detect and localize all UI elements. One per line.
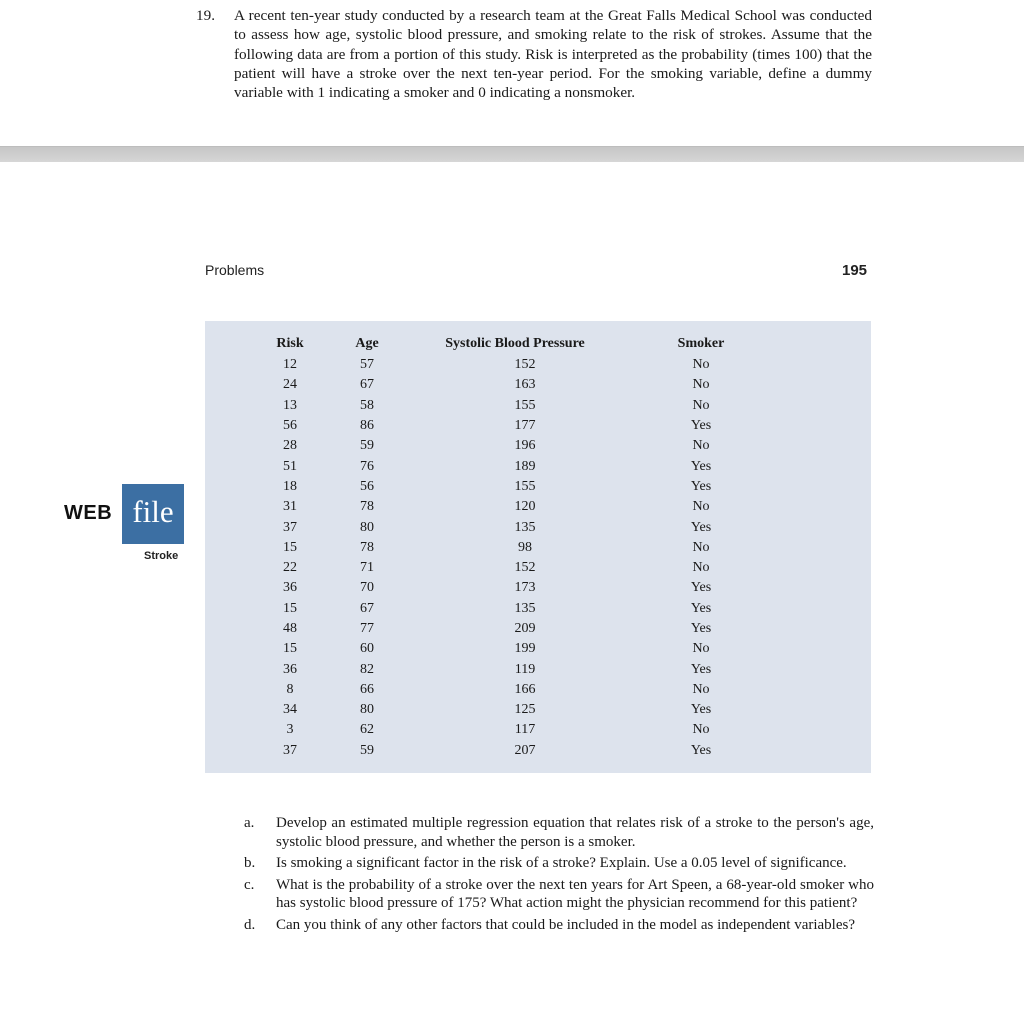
smoker-cell: Yes — [690, 418, 712, 434]
risk-cell: 3 — [286, 722, 294, 738]
risk-cell: 24 — [283, 377, 297, 393]
age-cell: 67 — [360, 600, 374, 616]
table-header-row — [251, 333, 777, 355]
age-cell: 78 — [360, 499, 374, 515]
table-row — [251, 497, 777, 517]
age-cell: 86 — [360, 418, 374, 434]
risk-cell: 15 — [283, 641, 297, 657]
blood-pressure-cell: 173 — [514, 580, 536, 596]
question-text: Is smoking a significant factor in the risk of a stroke? Explain. Use a 0.05 level of significance. — [276, 855, 847, 872]
blood-pressure-cell: 155 — [514, 478, 536, 494]
question-letter: b. — [244, 855, 256, 872]
table-row — [251, 436, 777, 456]
risk-cell: 8 — [286, 681, 294, 697]
risk-cell: 37 — [283, 519, 297, 535]
age-cell: 56 — [360, 478, 374, 494]
blood-pressure-cell: 209 — [514, 621, 536, 636]
question-item — [244, 916, 874, 935]
table-row — [251, 720, 777, 740]
age-cell: 78 — [360, 539, 374, 555]
header-smoker: Smoker — [677, 336, 725, 351]
risk-cell: 36 — [283, 580, 297, 596]
blood-pressure-cell: 199 — [514, 641, 536, 657]
age-cell: 67 — [360, 377, 374, 393]
table-row — [251, 477, 777, 497]
blood-pressure-cell: 196 — [514, 438, 536, 454]
table-row — [251, 517, 777, 537]
age-cell: 71 — [360, 560, 374, 576]
blood-pressure-cell: 189 — [514, 458, 536, 474]
smoker-cell: No — [692, 499, 710, 515]
smoker-cell: Yes — [690, 742, 712, 758]
risk-cell: 15 — [283, 600, 297, 616]
question-text: What is the probability of a stroke over the next ten years for Art Speen, a 68-year-old smoker who has systolic blood pressure of 175? What action might the physician recommend for this patient? — [276, 876, 874, 912]
smoker-cell: No — [692, 539, 710, 555]
smoker-cell: Yes — [690, 621, 712, 636]
running-head: Problems — [205, 262, 265, 278]
table-row — [251, 355, 777, 375]
table-row — [251, 659, 777, 679]
blood-pressure-cell: 177 — [514, 418, 536, 434]
blood-pressure-cell: 155 — [514, 397, 536, 413]
risk-cell: 31 — [283, 499, 297, 515]
table-row — [251, 639, 777, 659]
age-cell: 59 — [360, 742, 374, 758]
table-row — [251, 700, 777, 720]
table-row — [251, 578, 777, 598]
blood-pressure-cell: 152 — [514, 560, 536, 576]
data-file-name: Stroke — [144, 550, 179, 562]
risk-cell: 48 — [283, 621, 297, 636]
age-cell: 59 — [360, 438, 374, 454]
question-letter: d. — [244, 916, 256, 933]
age-cell: 76 — [360, 458, 374, 474]
risk-cell: 12 — [283, 357, 297, 373]
table-row — [251, 619, 777, 639]
blood-pressure-cell: 135 — [514, 600, 536, 616]
problem-number: 19. — [196, 7, 215, 24]
age-cell: 80 — [360, 702, 374, 718]
risk-cell: 34 — [283, 702, 297, 718]
question-text: Can you think of any other factors that could be included in the model as independent variables? — [276, 916, 855, 933]
risk-cell: 37 — [283, 742, 297, 758]
question-letter: c. — [244, 876, 255, 893]
table-row — [251, 416, 777, 436]
table-row — [251, 375, 777, 395]
age-cell: 60 — [360, 641, 374, 657]
question-letter: a. — [244, 815, 255, 831]
problem-text: A recent ten-year study conducted by a research team at the Great Falls Medical School was conducted to assess how age, systolic blood pressure, and smoking relate to the risk of strokes. Assume that the following data are from a portion of this study. Risk is interpreted as the probability (times 100) that the patient will have a stroke over the next ten-year period. For the smoking variable, define a dummy variable with 1 indicating a smoker and 0 indicating a nonsmoker. — [234, 7, 872, 102]
age-cell: 58 — [360, 397, 374, 413]
data-table-panel — [205, 321, 871, 773]
smoker-cell: No — [692, 641, 710, 657]
risk-cell: 51 — [283, 458, 297, 474]
smoker-cell: Yes — [690, 600, 712, 616]
table-row — [251, 599, 777, 619]
smoker-cell: No — [692, 681, 710, 697]
header-risk: Risk — [276, 336, 304, 351]
page-number: 195 — [842, 262, 868, 279]
risk-cell: 22 — [283, 560, 297, 576]
risk-cell: 36 — [283, 661, 297, 677]
age-cell: 57 — [360, 357, 374, 373]
risk-cell: 56 — [283, 418, 297, 434]
smoker-cell: No — [692, 357, 710, 373]
smoker-cell: No — [692, 560, 710, 576]
blood-pressure-cell: 120 — [514, 499, 536, 515]
age-cell: 70 — [360, 580, 374, 596]
age-cell: 66 — [360, 681, 374, 697]
blood-pressure-cell: 119 — [514, 661, 536, 677]
smoker-cell: Yes — [690, 478, 712, 494]
risk-cell: 15 — [283, 539, 297, 555]
smoker-cell: Yes — [690, 458, 712, 474]
age-cell: 62 — [360, 722, 374, 738]
age-cell: 80 — [360, 519, 374, 535]
question-item — [244, 814, 874, 851]
blood-pressure-cell: 135 — [514, 519, 536, 535]
blood-pressure-cell: 166 — [514, 681, 536, 697]
blood-pressure-cell: 98 — [518, 539, 532, 555]
table-row — [251, 538, 777, 558]
page-divider — [0, 146, 1024, 162]
risk-cell: 13 — [283, 397, 297, 413]
header-age: Age — [355, 336, 379, 351]
web-label: WEB — [64, 502, 113, 524]
table-row — [251, 396, 777, 416]
question-item — [244, 854, 874, 873]
smoker-cell: No — [692, 722, 710, 738]
question-item — [244, 876, 874, 913]
table-row — [251, 741, 777, 761]
question-list — [244, 814, 874, 938]
smoker-cell: Yes — [690, 519, 712, 535]
risk-cell: 28 — [283, 438, 297, 454]
header-blood-pressure: Systolic Blood Pressure — [445, 336, 585, 351]
smoker-cell: Yes — [690, 702, 712, 718]
smoker-cell: No — [692, 377, 710, 393]
stroke-data-table — [251, 333, 777, 761]
age-cell: 77 — [360, 621, 374, 636]
blood-pressure-cell: 117 — [514, 722, 536, 738]
question-text: Develop an estimated multiple regression equation that relates risk of a stroke to the person's age, systolic blood pressure, and whether the person is a smoker. — [276, 815, 874, 850]
risk-cell: 18 — [283, 478, 297, 494]
smoker-cell: No — [692, 397, 710, 413]
blood-pressure-cell: 152 — [514, 357, 536, 373]
smoker-cell: Yes — [690, 661, 712, 677]
smoker-cell: Yes — [690, 580, 712, 596]
table-row — [251, 558, 777, 578]
age-cell: 82 — [360, 661, 374, 677]
blood-pressure-cell: 163 — [514, 377, 536, 393]
blood-pressure-cell: 207 — [514, 742, 536, 758]
file-label: file — [122, 484, 184, 544]
smoker-cell: No — [692, 438, 710, 454]
table-row — [251, 456, 777, 476]
blood-pressure-cell: 125 — [514, 702, 536, 718]
table-body — [251, 355, 777, 761]
table-row — [251, 680, 777, 700]
